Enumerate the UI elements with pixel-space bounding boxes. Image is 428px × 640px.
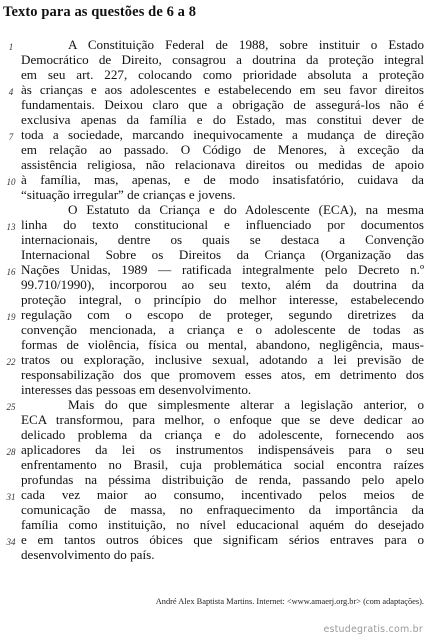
passage-line: A Constituição Federal de 1988, sobre instituir o Estado	[68, 37, 424, 52]
passage-line: formas de violência, física ou mental, abandono, negligência, maus-	[21, 337, 424, 352]
passage-line: 99.710/1990), incorporou ao seu texto, além da doutrina da	[21, 277, 424, 292]
line-number: 10	[6, 177, 16, 187]
line-number: 13	[6, 222, 16, 232]
line-number: 16	[6, 267, 16, 277]
passage-line: às crianças e aos adolescentes e estabelecendo em seu favor direitos	[21, 82, 424, 97]
passage-line: profundas na péssima distribuição de renda, passando pelo apelo	[21, 472, 424, 487]
line-number: 31	[6, 492, 16, 502]
passage-line: proteção integral, o princípio do melhor interesse, estabelecendo	[21, 292, 424, 307]
passage-line: Internacional Sobre os Direitos da Criança (Organização das	[21, 247, 424, 262]
passage-line: Nações Unidas, 1989 — ratificada integralmente pelo Decreto n.º	[21, 262, 424, 277]
line-number: 19	[6, 312, 16, 322]
passage-line: enfrentamento no Brasil, cuja problemática social encontra raízes	[21, 457, 424, 472]
passage-line: aplicadores da lei os instrumentos indispensáveis para o seu	[21, 442, 424, 457]
passage-line: comunicação de massa, no enfraquecimento da importância da	[21, 502, 424, 517]
passage-line: à família, mas, apenas, e de modo insatisfatório, cuidava da	[21, 172, 424, 187]
passage-line: família como instituição, no nível educacional aquém do desejado	[21, 517, 424, 532]
passage-line: e em tantos outros óbices que significam sérios entraves para o	[21, 532, 424, 547]
passage-line: “situação irregular” de crianças e jovens.	[21, 187, 236, 202]
passage-line: O Estatuto da Criança e do Adolescente (ECA), na mesma	[68, 202, 424, 217]
passage-line: cada vez maior ao consumo, incentivado pelos meios de	[21, 487, 424, 502]
passage-line: tratos ou exploração, inclusive sexual, adotando a lei previsão de	[21, 352, 424, 367]
source-citation: André Alex Baptista Martins. Internet: <www.amaerj.org.br> (com adaptações).	[155, 597, 424, 606]
passage-line: exclusiva apenas da família e do Estado, mas constitui dever de	[21, 112, 424, 127]
passage-line: regulação com o escopo de proteger, segundo diretrizes da	[21, 307, 424, 322]
passage-line: interesses das pessoas em desenvolvimento.	[21, 382, 252, 397]
line-number: 7	[8, 132, 14, 142]
line-number: 4	[8, 87, 14, 97]
passage-line: desenvolvimento do país.	[21, 547, 155, 562]
site-watermark: estudegratis.com.br	[323, 624, 423, 635]
passage-line: toda a sociedade, marcando inequivocamente a mudança de direção	[21, 127, 424, 142]
line-number: 34	[6, 537, 16, 547]
passage-line: Mais do que simplesmente alterar a legislação anterior, o	[68, 397, 424, 412]
line-number: 25	[6, 402, 16, 412]
line-number: 22	[6, 357, 16, 367]
section-heading: Texto para as questões de 6 a 8	[3, 4, 197, 20]
passage-line: ECA transformou, para melhor, o enfoque que se deve dedicar ao	[21, 412, 424, 427]
passage-line: fundamentais. Deixou claro que a obrigação de assegurá-los não é	[21, 97, 424, 112]
passage-line: assistência religiosa, não relacionava direitos ou medidas de apoio	[21, 157, 424, 172]
passage-line: linha do texto constitucional e influenciado por documentos	[21, 217, 424, 232]
passage-line: delicado problema da criança e do adolescente, fornecendo aos	[21, 427, 424, 442]
passage-line: em seu art. 227, colocando como prioridade absoluta a proteção	[21, 67, 424, 82]
passage-line: convenção mencionada, a criança e o adolescente de todas as	[21, 322, 424, 337]
line-number: 28	[6, 447, 16, 457]
line-number: 1	[8, 42, 14, 52]
passage-line: internacionais, dentre os quais se destaca a Convenção	[21, 232, 424, 247]
passage-line: Democrático de Direito, consagrou a doutrina da proteção integral	[21, 52, 424, 67]
passage-line: responsabilização dos que promovem esses atos, em detrimento dos	[21, 367, 424, 382]
passage-line: em relação ao passado. O Código de Menores, à exceção da	[21, 142, 424, 157]
